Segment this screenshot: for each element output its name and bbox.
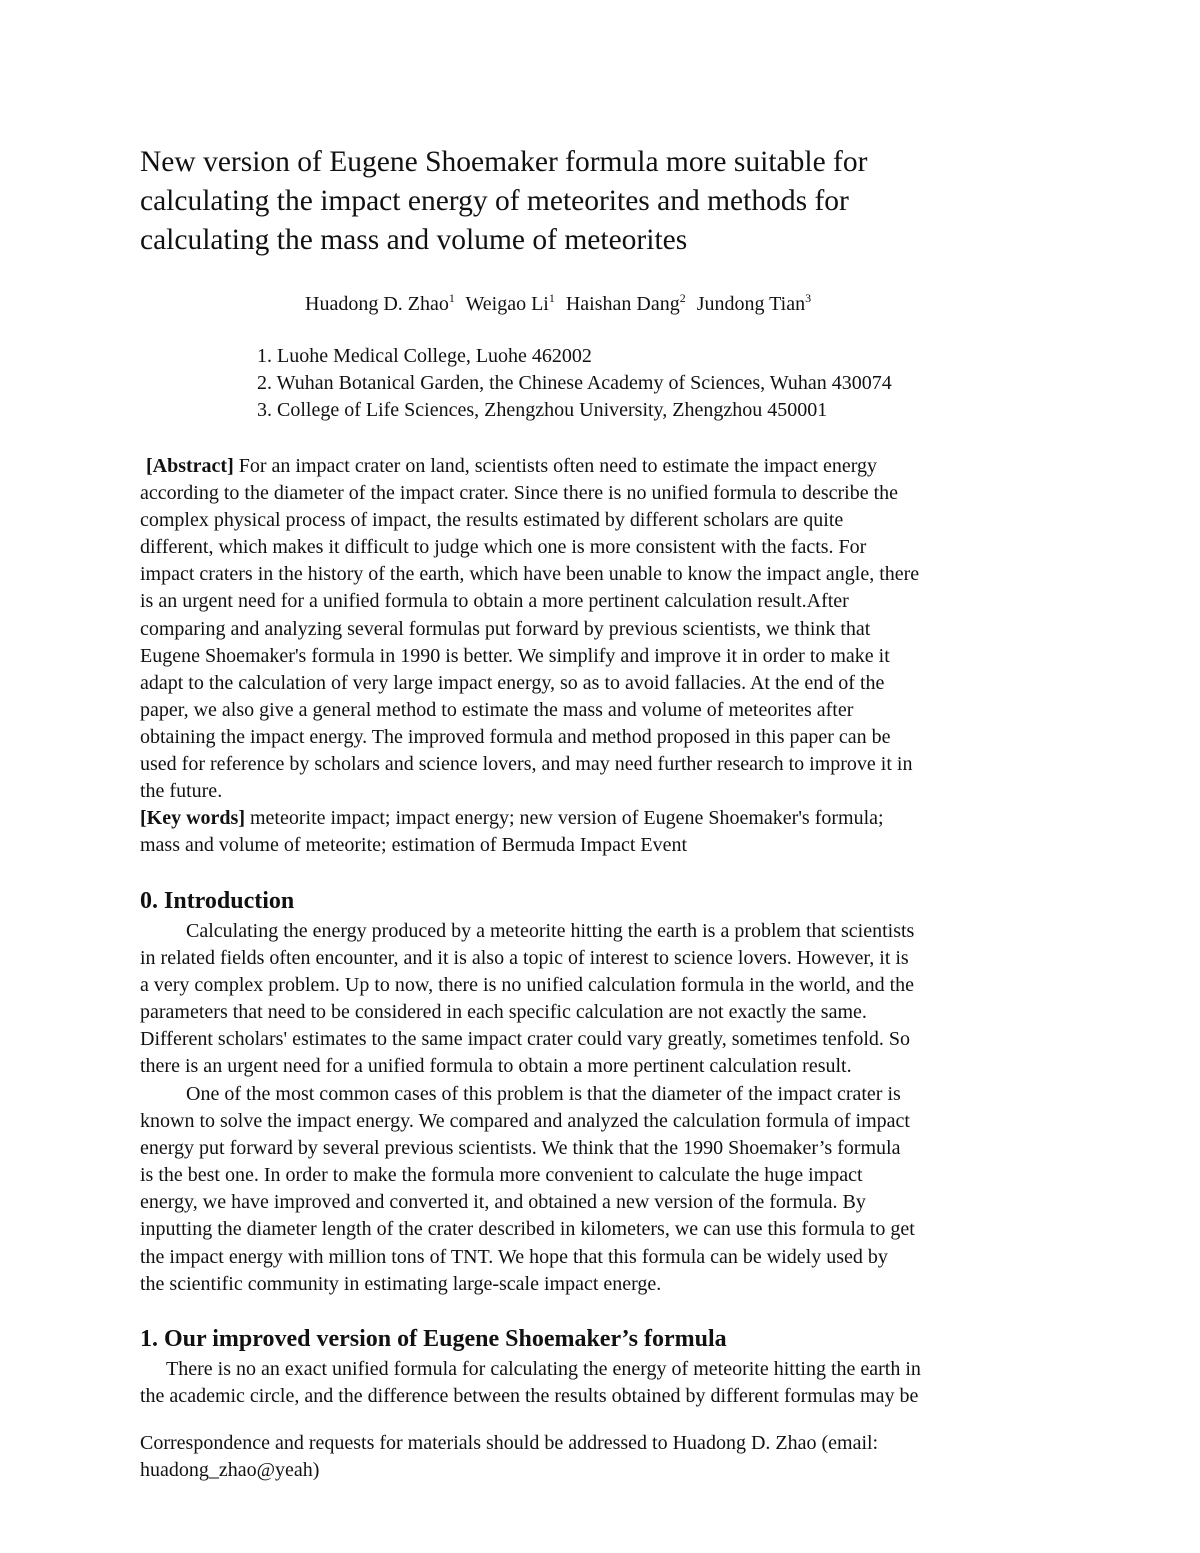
abstract-first-line: [140, 453, 1065, 480]
abstract-label: [Abstract]: [146, 455, 234, 477]
keywords-label: [Key words]: [140, 807, 245, 829]
author: [566, 293, 686, 315]
author-affiliation-mark: 2: [679, 291, 686, 305]
title-line: calculating the impact energy of meteorites and methods for: [140, 185, 849, 217]
paragraph-line: Calculating the energy produced by a meteorite hitting the earth is a problem that scientists: [186, 920, 915, 942]
section-heading-introduction: 0. Introduction: [140, 888, 295, 914]
affiliation: 1. Luohe Medical College, Luohe 462002: [257, 345, 592, 367]
author: [305, 293, 455, 315]
paragraph-line: the academic circle, and the difference between the results obtained by different formulas may be: [140, 1385, 919, 1408]
abstract-line: paper, we also give a general method to estimate the mass and volume of meteorites after: [140, 698, 854, 721]
paragraph-line: the impact energy with million tons of TNT. We hope that this formula can be widely used by: [140, 1245, 888, 1268]
abstract-line: impact craters in the history of the earth, which have been unable to know the impact angle, there: [140, 563, 920, 586]
abstract-line: used for reference by scholars and science lovers, and may need further research to improve it in: [140, 753, 913, 776]
paragraph-line: in related fields often encounter, and it is also a topic of interest to science lovers. However, it is: [140, 947, 909, 970]
author-name: Haishan Dang: [565, 293, 680, 315]
paragraph-line: a very complex problem. Up to now, there is no unified calculation formula in the world, and the: [140, 974, 915, 997]
abstract-line: comparing and analyzing several formulas put forward by previous scientists, we think that: [140, 617, 871, 640]
affiliation-list: [257, 343, 892, 424]
abstract-line: is an urgent need for a unified formula to obtain a more pertinent calculation result.After: [140, 590, 849, 613]
paper-title: [140, 143, 1040, 260]
paragraph-line: Different scholars' estimates to the same impact crater could vary greatly, sometimes tenfold. So: [140, 1028, 911, 1051]
correspondence-footnote: [140, 1430, 1065, 1484]
keywords: [140, 805, 1065, 859]
author: [466, 293, 555, 315]
author: [697, 293, 811, 315]
abstract-line: Eugene Shoemaker's formula in 1990 is better. We simplify and improve it in order to make it: [140, 644, 890, 667]
section1-paragraph: [140, 1356, 1065, 1410]
paragraph-line: One of the most common cases of this problem is that the diameter of the impact crater is: [186, 1083, 901, 1105]
paragraph-line: There is no an exact unified formula for calculating the energy of meteorite hitting the earth in: [166, 1358, 921, 1380]
author-name: Weigao Li: [465, 293, 549, 315]
abstract-line: different, which makes it difficult to judge which one is more consistent with the facts. For: [140, 536, 867, 559]
keywords-text: meteorite impact; impact energy; new version of Eugene Shoemaker's formula;: [244, 807, 884, 829]
abstract: [140, 453, 1065, 805]
paragraph-line: the scientific community in estimating large-scale impact energe.: [140, 1272, 662, 1295]
author-name: Jundong Tian: [696, 293, 806, 315]
footnote-line: Correspondence and requests for materials should be addressed to Huadong D. Zhao (email:: [140, 1432, 879, 1454]
author-affiliation-mark: 1: [448, 291, 455, 305]
abstract-line: complex physical process of impact, the results estimated by different scholars are quite: [140, 509, 844, 532]
paragraph-line: inputting the diameter length of the crater described in kilometers, we can use this formula to get: [140, 1218, 915, 1241]
paragraph-line: is the best one. In order to make the formula more convenient to calculate the huge impact: [140, 1164, 863, 1187]
author-affiliation-mark: 3: [805, 291, 812, 305]
section-heading-improved-formula: 1. Our improved version of Eugene Shoemaker’s formula: [140, 1326, 727, 1352]
footnote-line: huadong_zhao@yeah): [140, 1459, 320, 1482]
abstract-text: For an impact crater on land, scientists often need to estimate the impact energy: [233, 455, 878, 477]
abstract-line: obtaining the impact energy. The improved formula and method proposed in this paper can be: [140, 725, 891, 748]
intro-paragraph: [140, 918, 1065, 1081]
title-line: calculating the mass and volume of meteorites: [140, 224, 688, 256]
author-name: Huadong D. Zhao: [305, 293, 449, 315]
title-line: New version of Eugene Shoemaker formula more suitable for: [140, 146, 868, 178]
paragraph-line: energy, we have improved and converted it, and obtained a new version of the formula. By: [140, 1191, 866, 1214]
affiliation: 2. Wuhan Botanical Garden, the Chinese Academy of Sciences, Wuhan 430074: [257, 372, 892, 394]
author-list: [305, 290, 817, 318]
paragraph-line: known to solve the impact energy. We compared and analyzed the calculation formula of impact: [140, 1110, 910, 1133]
paragraph-line: there is an urgent need for a unified formula to obtain a more pertinent calculation result.: [140, 1055, 852, 1078]
abstract-line: according to the diameter of the impact crater. Since there is no unified formula to describe the: [140, 482, 899, 505]
abstract-line: the future.: [140, 780, 223, 803]
affiliation: 3. College of Life Sciences, Zhengzhou University, Zhengzhou 450001: [257, 399, 828, 421]
paragraph-line: energy put forward by several previous scientists. We think that the 1990 Shoemaker’s formula: [140, 1137, 901, 1160]
abstract-line: adapt to the calculation of very large impact energy, so as to avoid fallacies. At the end of the: [140, 671, 885, 694]
paragraph-line: parameters that need to be considered in each specific calculation are not exactly the same.: [140, 1001, 867, 1024]
author-affiliation-mark: 1: [548, 291, 555, 305]
keywords-line: mass and volume of meteorite; estimation of Bermuda Impact Event: [140, 834, 688, 857]
intro-paragraph: [140, 1081, 1065, 1298]
keywords-first-line: [140, 805, 1065, 832]
